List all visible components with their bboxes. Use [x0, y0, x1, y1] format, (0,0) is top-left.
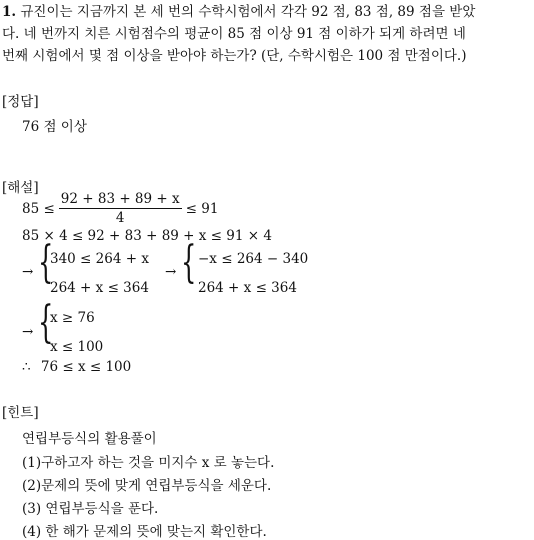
system-3-ineq-b: x ≤ 100	[50, 339, 104, 355]
step1-denominator: 4	[115, 210, 125, 226]
hint-heading: [힌트]	[2, 405, 39, 421]
step1-right: ≤ 91	[185, 200, 219, 217]
solution-step-1	[22, 191, 218, 226]
system-2-ineq-b: 264 + x ≤ 364	[198, 280, 297, 296]
arrow-3: →	[22, 324, 34, 340]
hint-item-3: (3) 연립부등식을 푼다.	[22, 501, 159, 517]
therefore-symbol: ∴	[22, 359, 31, 375]
solution-result: 76 ≤ x ≤ 100	[40, 359, 132, 375]
hint-item-1: (1)구하고자 하는 것을 미지수 x 로 놓는다.	[22, 455, 275, 471]
problem-line-2: 다. 네 번까지 치른 시험점수의 평균이 85 점 이상 91 점 이하가 되게 하려면 네	[2, 26, 466, 42]
system-1-ineq-b: 264 + x ≤ 364	[50, 280, 149, 296]
system-2-ineq-a: −x ≤ 264 − 340	[198, 251, 309, 267]
hint-item-4: (4) 한 해가 문제의 뜻에 맞는지 확인한다.	[22, 524, 267, 540]
system-3-ineq-a: x ≥ 76	[50, 310, 95, 326]
step1-left: 85 ≤	[22, 200, 55, 217]
problem-text-1: 규진이는 지금까지 본 세 번의 수학시험에서 각각 92 점, 83 점, 89 점을 받았	[20, 4, 476, 20]
problem-line-3: 번째 시험에서 몇 점 이상을 받아야 하는가? (단, 수학시험은 100 점 만점이다.)	[2, 48, 467, 64]
brace-2: {	[181, 237, 197, 288]
system-1-ineq-a: 340 ≤ 264 + x	[50, 251, 149, 267]
problem-number: 1.	[2, 4, 17, 20]
solution-step-2: 85 × 4 ≤ 92 + 83 + 89 + x ≤ 91 × 4	[22, 228, 272, 244]
problem-line-1	[2, 0, 475, 20]
step1-fraction	[59, 191, 182, 226]
arrow-1: →	[22, 264, 34, 280]
step1-numerator: 92 + 83 + 89 + x	[60, 191, 180, 207]
hint-item-2: (2)문제의 뜻에 맞게 연립부등식을 세운다.	[22, 478, 272, 494]
solution-heading: [해설]	[2, 180, 39, 196]
solution-conclusion	[22, 359, 131, 375]
brace-1: {	[38, 237, 54, 288]
hint-title: 연립부등식의 활용풀이	[22, 431, 157, 447]
answer-text: 76 점 이상	[22, 119, 87, 135]
arrow-2: →	[165, 264, 177, 280]
answer-heading: [정답]	[2, 94, 39, 110]
brace-3: {	[38, 297, 54, 348]
